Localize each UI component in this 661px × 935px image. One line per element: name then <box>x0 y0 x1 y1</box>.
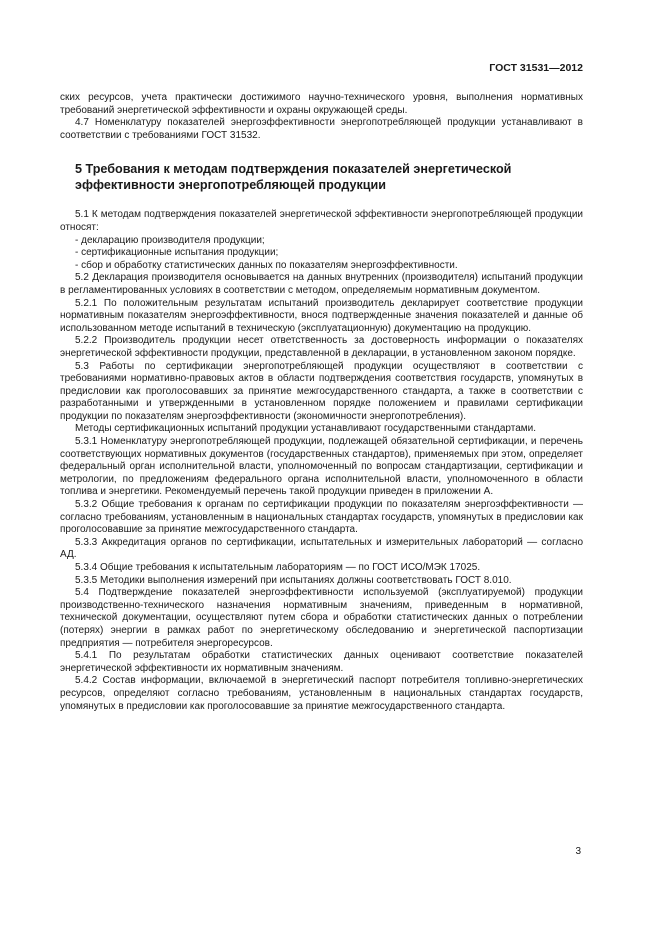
section-paragraphs <box>60 209 583 713</box>
list-item: - сертификационные испытания продукции; <box>75 247 279 259</box>
paragraph: 5.3.2 Общие требования к органам по сертификации продукции по показателям энергоэффективности — согласно требованиям, установленным в национальных стандартах государств, упомянутых в предисловии как проголосовавшие за принятие межгосударственного стандарта. <box>60 499 583 536</box>
paragraph: 5.2.1 По положительным результатам испытаний производитель декларирует соответствие продукции нормативным показателям энергоэффективности, внося подтвержденные значения показателей и данные об использованном методе испытаний в техническую (эксплуатационную) документацию на продукцию. <box>60 297 583 334</box>
paragraph: 5.3.1 Номенклатуру энергопотребляющей продукции, подлежащей обязательной сертификации, и перечень соответствующих нормативных документов (государственных стандартов), применяемых при этом, определяет федеральный орган исполнительной власти, уполномоченный по вопросам стандартизации, сертификации и метрологии, по предложениям федерального органа исполнительной власти, уполномоченного в области топлива и энергетики. Рекомендуемый перечень такой продукции приведен в приложении А. <box>60 436 583 498</box>
paragraph: 5.2.2 Производитель продукции несет ответственность за достоверность информации о показателях энергетической эффективности продукции, представленной в декларации, в установленном законом порядке. <box>60 335 583 359</box>
document-code-header: ГОСТ 31531—2012 <box>489 62 583 74</box>
paragraph: 5.4.2 Состав информации, включаемой в энергетический паспорт потребителя топливно-энергетических ресурсов, определяют согласно требованиям, установленным в национальных стандартах государств, упомянутых в предисловии как проголосовавшие за принятие межгосударственного стандарта. <box>60 675 583 712</box>
intro-paragraphs <box>60 92 583 142</box>
paragraph: 5.4.1 По результатам обработки статистических данных оценивают соответствие показателей энергетической эффективности их нормативным значениям. <box>60 650 583 674</box>
section-title: 5 Требования к методам подтверждения показателей энергетической эффективности энергопотребляющей продукции <box>75 162 512 193</box>
body-text <box>60 92 583 713</box>
paragraph: 5.3 Работы по сертификации энергопотребляющей продукции осуществляют в соответствии с требованиями нормативно-правовых актов в области подтверждения соответствия государств, упомянутых в предисловии как проголосовавших за принятие межгосударственного стандарта, а также в соответствии с разработанными и утвержденными в установленном порядке положением и правилами сертификации продукции по показателям энергоэффективности (экономичности энергопотребления). <box>60 360 583 422</box>
paragraph: 5.2 Декларация производителя основывается на данных внутренних (производителя) испытаний продукции в регламентированных условиях в соответствии с методом, определяемым нормативным документом. <box>60 272 583 296</box>
paragraph: ских ресурсов, учета практически достижимого научно-технического уровня, выполнения нормативных требований энергетической эффективности и охраны окружающей среды. <box>60 92 583 116</box>
paragraph: Методы сертификационных испытаний продукции устанавливают государственными стандартами. <box>75 423 536 435</box>
list-item: - декларацию производителя продукции; <box>75 234 265 246</box>
paragraph: 5.3.5 Методики выполнения измерений при испытаниях должны соответствовать ГОСТ 8.010. <box>75 574 512 586</box>
paragraph: 5.3.3 Аккредитация органов по сертификации, испытательных и измерительных лабораторий — согласно АД. <box>60 536 583 561</box>
paragraph: 5.4 Подтверждение показателей энергоэффективности используемой (эксплуатируемой) продукции производственно-технического назначения нормативным значениям, приведенным в нормативной, технической документации, осуществляют путем сбора и обработки статистических данных о потреблении (потерях) энергии в рамках работ по энергетическому обследованию и энергетической паспортизации предприятия — потребителя энергоресурсов. <box>60 587 583 649</box>
paragraph: 5.1 К методам подтверждения показателей энергетической эффективности энергопотребляющей продукции относят: <box>60 209 583 233</box>
paragraph: 5.3.4 Общие требования к испытательным лабораториям — по ГОСТ ИСО/МЭК 17025. <box>75 562 481 573</box>
list-item: - сбор и обработку статистических данных по показателям энергоэффективности. <box>75 259 458 271</box>
paragraph: 4.7 Номенклатуру показателей энергоэффективности энергопотребляющей продукции устанавливают в соответствии с требованиями ГОСТ 31532. <box>60 117 583 141</box>
page-number: 3 <box>575 846 581 857</box>
